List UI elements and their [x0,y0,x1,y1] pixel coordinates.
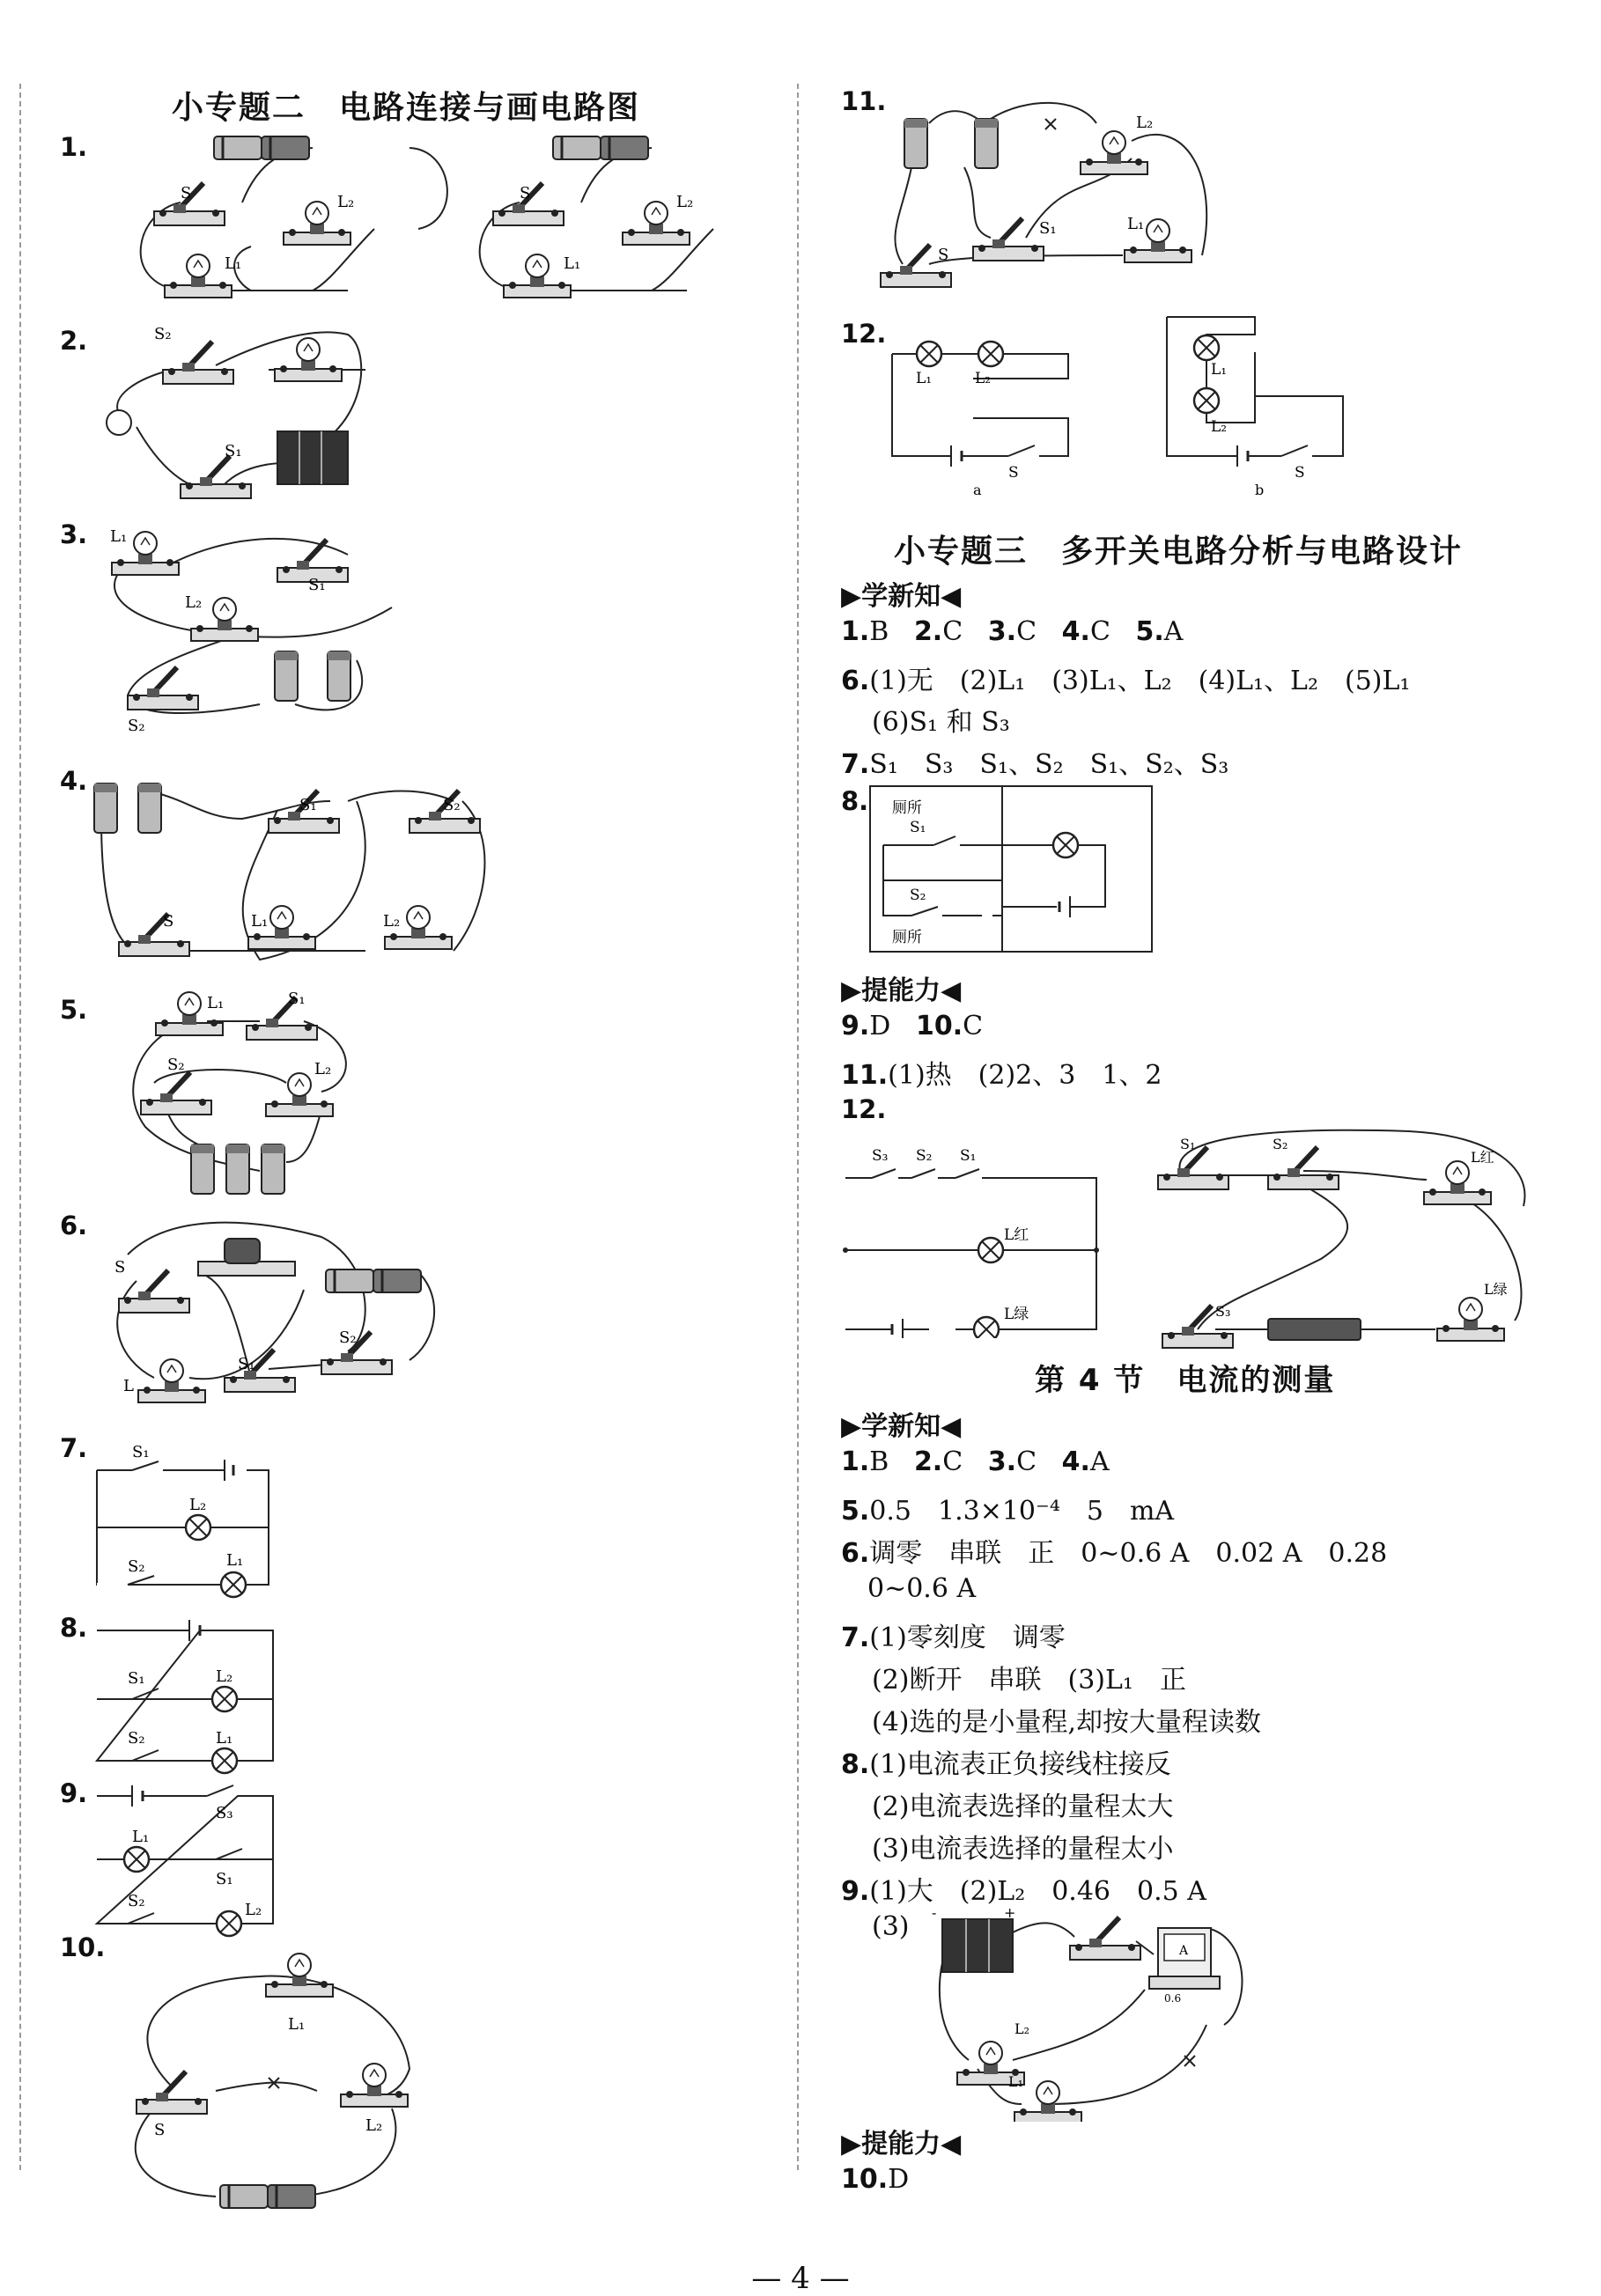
question-number-8-topic-3: 8. [841,786,869,816]
svg-text:L₂: L₂ [245,1901,262,1919]
svg-text:S₁: S₁ [132,1443,150,1461]
svg-text:S₁: S₁ [910,819,926,836]
svg-text:S₃: S₃ [872,1147,889,1165]
svg-text:S: S [1008,464,1019,482]
svg-text:S₂: S₂ [128,1892,145,1910]
answer-11: 11.(1)热 (2)2、3 1、2 [841,1060,1162,1091]
question-number-7: 7. [60,1433,88,1463]
svg-text:a: a [973,482,982,498]
answers-1-5: 1.B 2.C 3.C 4.C 5.A [841,616,1184,647]
diagram-topic3-q12-schematic [841,1136,1105,1338]
lesson4-answer-7-line-3: (4)选的是小量程,却按大量程读数 [872,1707,1262,1738]
svg-text:S: S [181,184,192,202]
question-number-3: 3. [60,519,88,549]
svg-text:L₁: L₁ [226,1551,244,1570]
svg-text:L₂: L₂ [314,1060,332,1078]
svg-text:S₃: S₃ [1215,1303,1231,1320]
diagram-q4 [84,766,498,986]
svg-text:S₂: S₂ [167,1056,185,1074]
svg-text:S₁: S₁ [238,1355,255,1373]
svg-text:S: S [1295,464,1305,482]
section-title-topic-3: 小专题三 多开关电路分析与电路设计 [894,534,1464,570]
answer-6: 6.(1)无 (2)L₁ (3)L₁、L₂ (4)L₁、L₂ (5)L₁ [841,666,1411,696]
svg-text:S₂: S₂ [916,1147,933,1165]
diagram-q5 [84,986,392,1197]
diagram-topic3-q8 [867,784,1158,960]
svg-text:A: A [1179,1944,1189,1958]
question-number-10: 10. [60,1932,106,1962]
svg-text:L红: L红 [1471,1149,1494,1166]
lesson4-answer-7-line-2: (2)断开 串联 (3)L₁ 正 [872,1665,1186,1696]
svg-text:S₁: S₁ [216,1870,233,1888]
svg-text:L₂: L₂ [337,193,355,211]
lesson4-answer-9-line-2: (3) [872,1911,910,1942]
diagram-q1 [84,114,718,317]
svg-text:S₂: S₂ [910,887,926,904]
svg-text:S₁: S₁ [225,442,242,460]
svg-text:L₁: L₁ [132,1828,150,1846]
question-number-5: 5. [60,995,88,1025]
svg-text:S₁: S₁ [308,576,326,594]
svg-text:S: S [163,912,174,931]
svg-text:L₁: L₁ [1008,2073,1024,2090]
subheading-improve: ▶提能力◀ [841,975,962,1006]
column-divider-dashed-line [797,84,799,2170]
subheading-improve-2: ▶提能力◀ [841,2129,962,2160]
svg-text:L红: L红 [1004,1226,1029,1244]
svg-text:0.6: 0.6 [1164,1992,1182,2005]
svg-text:S: S [114,1258,126,1277]
svg-text:S₂: S₂ [128,717,145,735]
lesson4-answer-7: 7.(1)零刻度 调零 [841,1623,1066,1653]
lesson4-answer-10: 10.D [841,2164,910,2195]
svg-text:S: S [938,246,949,264]
svg-text:L₁: L₁ [207,994,225,1012]
question-number-2: 2. [60,326,88,356]
svg-text:S₂: S₂ [128,1557,145,1576]
svg-text:L₂: L₂ [1014,2020,1030,2037]
question-number-8: 8. [60,1613,88,1643]
svg-text:S₂: S₂ [339,1328,357,1347]
svg-text:S₁: S₁ [288,990,306,1008]
lesson4-answer-6-line-2: 0~0.6 A [867,1573,977,1604]
question-number-11: 11. [841,86,887,116]
svg-text:S₁: S₁ [960,1147,977,1165]
question-number-9: 9. [60,1778,88,1808]
lesson4-answer-6: 6.调零 串联 正 0~0.6 A 0.02 A 0.28 [841,1538,1388,1569]
svg-text:S: S [520,184,531,202]
diagram-q2 [84,317,436,511]
diagram-lesson4-q9 [916,1902,1268,2122]
svg-text:厕所: 厕所 [892,929,922,946]
diagram-q9 [84,1770,313,1946]
diagram-q6 [84,1202,454,1422]
svg-text:L₂: L₂ [676,193,694,211]
svg-text:L₂: L₂ [975,370,992,387]
svg-text:S₃: S₃ [216,1804,233,1822]
diagram-q8 [84,1611,313,1778]
diagram-topic3-q12-physical [1145,1118,1550,1356]
answer-6-line-2: (6)S₁ 和 S₃ [872,707,1010,738]
svg-text:L₁: L₁ [288,2015,306,2034]
diagram-q3 [84,519,436,740]
svg-text:-: - [932,1904,937,1921]
svg-text:L: L [123,1377,134,1395]
left-margin-dashed-line [19,84,21,2170]
svg-text:L₁: L₁ [916,370,933,387]
subheading-learn-new: ▶学新知◀ [841,581,962,612]
svg-text:S₂: S₂ [1273,1136,1288,1152]
svg-text:+: + [1004,1904,1016,1921]
page-number: — 4 — [751,2261,850,2296]
svg-text:L₁: L₁ [564,254,581,273]
svg-text:S₂: S₂ [154,325,172,343]
question-number-12: 12. [841,319,887,349]
svg-text:S₁: S₁ [128,1669,145,1688]
svg-text:L₂: L₂ [1211,418,1228,436]
question-number-1: 1. [60,132,88,162]
svg-text:厕所: 厕所 [892,799,922,817]
svg-text:L₁: L₁ [251,912,269,931]
svg-text:L₂: L₂ [185,593,203,612]
subheading-learn-new-2: ▶学新知◀ [841,1411,962,1442]
lesson4-answer-5: 5.0.5 1.3×10⁻⁴ 5 mA [841,1496,1175,1527]
svg-text:S₁: S₁ [1180,1136,1196,1152]
diagram-q11 [867,88,1237,308]
question-number-6: 6. [60,1211,88,1240]
answer-7: 7.S₁ S₃ S₁、S₂ S₁、S₂、S₃ [841,749,1229,780]
diagram-q12 [876,308,1369,511]
section-title-lesson-4: 第 4 节 电流的测量 [1035,1363,1336,1398]
svg-text:b: b [1255,482,1265,498]
svg-text:S₂: S₂ [128,1729,145,1748]
svg-text:L₁: L₁ [216,1729,233,1748]
svg-text:L₁: L₁ [225,254,242,273]
svg-text:L₂: L₂ [383,912,401,931]
svg-text:L绿: L绿 [1484,1281,1508,1298]
section-title-topic-2: 小专题二 电路连接与画电路图 [172,90,641,126]
svg-text:S₁: S₁ [1039,219,1057,238]
lesson4-answer-9: 9.(1)大 (2)L₂ 0.46 0.5 A [841,1876,1206,1907]
svg-text:L₂: L₂ [189,1496,207,1514]
lesson4-answers-1-4: 1.B 2.C 3.C 4.A [841,1446,1110,1477]
svg-text:S₁: S₁ [299,796,317,814]
svg-text:L₁: L₁ [1127,215,1145,233]
svg-text:L₂: L₂ [1136,114,1154,132]
question-number-12-topic-3: 12. [841,1094,887,1124]
svg-text:L₁: L₁ [110,527,128,546]
svg-text:L₂: L₂ [216,1667,233,1686]
svg-text:L₂: L₂ [365,2116,383,2135]
svg-text:L₁: L₁ [1211,361,1228,379]
svg-text:S₂: S₂ [443,796,461,814]
diagram-q10 [84,1928,454,2219]
svg-text:S: S [154,2121,166,2139]
diagram-q7 [84,1426,313,1602]
lesson4-answer-8-line-2: (2)电流表选择的量程太大 [872,1792,1174,1822]
question-number-4: 4. [60,766,88,796]
lesson4-answer-8: 8.(1)电流表正负接线柱接反 [841,1749,1171,1780]
lesson4-answer-8-line-3: (3)电流表选择的量程太小 [872,1834,1174,1865]
svg-text:L绿: L绿 [1004,1306,1029,1323]
answers-9-10: 9.D 10.C [841,1011,984,1041]
